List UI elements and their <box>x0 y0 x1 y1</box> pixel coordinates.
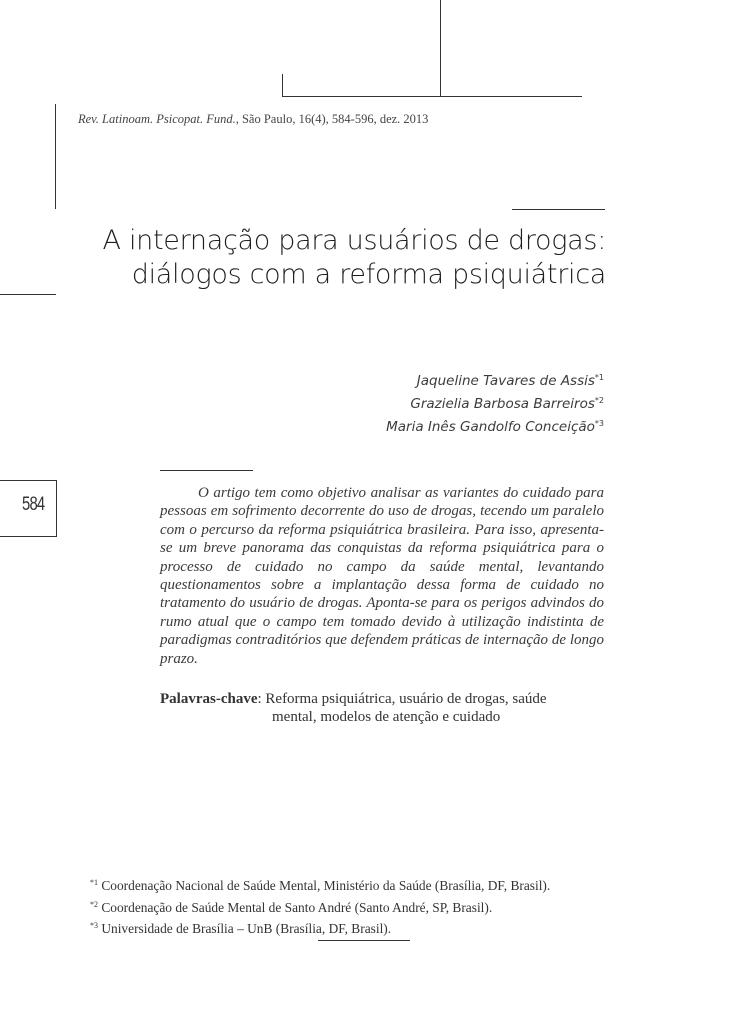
footnote-bottom-rule <box>318 940 410 941</box>
title-line-1: A internação para usuários de drogas: <box>102 225 606 256</box>
keywords-line-1: : Reforma psiquiátrica, usuário de drogas, saúde <box>257 691 547 707</box>
top-vertical-rule <box>440 0 441 96</box>
footnotes <box>90 874 550 939</box>
footnote-3: $^{*3}$ Universidade de Brasília – UnB (Brasília, DF, Brasil). <box>90 921 392 937</box>
keywords-label: Palavras-chave <box>160 691 258 707</box>
page-number-box-top <box>0 480 56 481</box>
abstract-top-rule <box>160 470 253 471</box>
page-number: 584 <box>22 494 45 515</box>
article-title <box>103 224 606 292</box>
top-corner-vertical <box>282 74 283 96</box>
title-line-2: diálogos com a reforma psiquiátrica <box>131 259 606 290</box>
author-2: Grazielia Barbosa Barreiros$^{*2}$ <box>410 396 604 412</box>
keywords-line-2: mental, modelos de atenção e cuidado <box>272 709 501 726</box>
keywords <box>160 690 610 727</box>
footnote-2: $^{*2}$ Coordenação de Saúde Mental de Santo André (Santo André, SP, Brasil). <box>90 899 493 915</box>
abstract-text: O artigo tem como objetivo analisar as variantes do cuidado para pessoas em sofrimento decorrente do uso de drogas, tecendo um paralelo com o percurso da reforma psiquiátrica brasileira. Para isso, apresenta-se um breve panorama das conquistas da reforma psiquiátrica para o processo de cuidado no campo da saúde mental, levantando questionamentos sobre a implantação dessa forma de cuidado no tratamento do usuário de drogas. Aponta-se para os perigos advindos do rumo atual que o campo tem tomado devido à utilização indistinta de paradigmas contraditórios que defendem práticas de internação de longo prazo. <box>160 485 604 667</box>
top-corner-horizontal <box>282 96 582 97</box>
journal-abbrev: Rev. Latinoam. Psicopat. Fund. <box>78 112 236 126</box>
footnote-1: $^{*1}$ Coordenação Nacional de Saúde Mental, Ministério da Saúde (Brasília, DF, Brasil). <box>90 878 551 893</box>
author-list <box>386 368 604 437</box>
author-1: Jaqueline Tavares de Assis$^{*1}$ <box>416 373 604 389</box>
page-number-box-bottom <box>0 536 57 537</box>
author-3: Maria Inês Gandolfo Conceição$^{*3}$ <box>386 419 604 435</box>
title-top-rule <box>512 209 605 210</box>
page-number-box-right <box>56 480 57 536</box>
left-vertical-rule <box>55 104 56 209</box>
journal-citation <box>78 112 428 127</box>
left-margin-rule <box>0 294 56 295</box>
journal-details: , São Paulo, 16(4), 584-596, dez. 2013 <box>235 112 429 126</box>
